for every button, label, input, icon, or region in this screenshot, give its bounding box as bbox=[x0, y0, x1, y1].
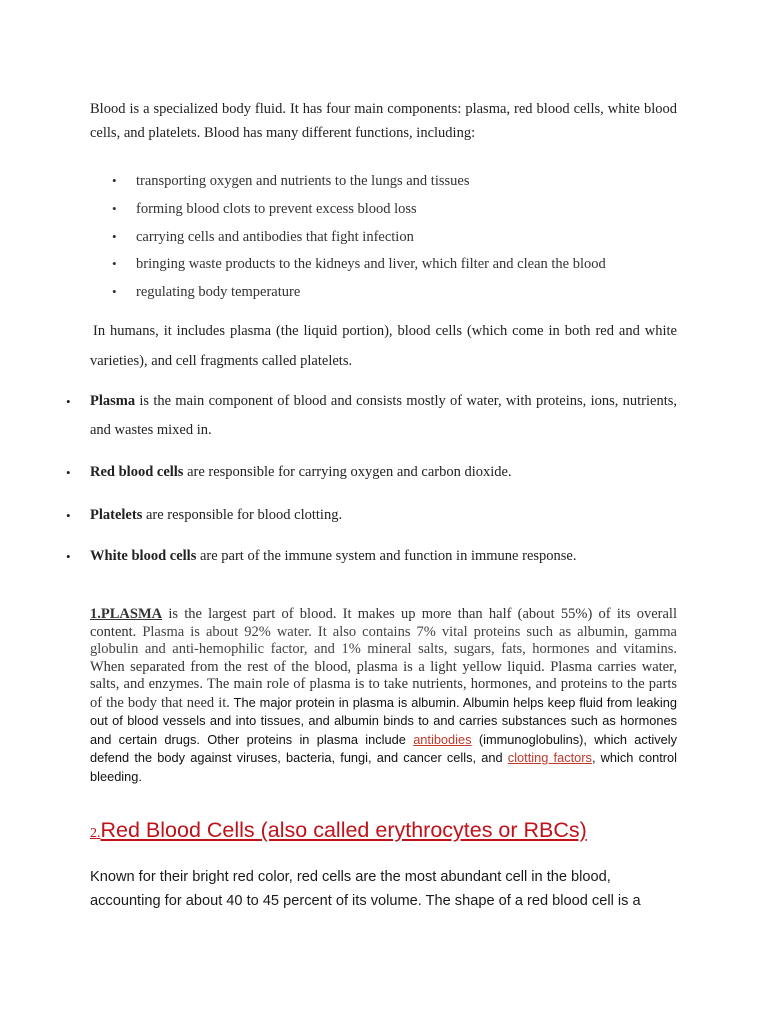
plasma-text: The major protein in plasma is albumin. Albumin helps keep fluid from leaking out of blood vessels and into tissues, and albumin binds to and carries substances such as hormones and certain drugs. Other proteins in plasma include bbox=[90, 694, 678, 747]
list-item: • regulating body temperature bbox=[112, 280, 606, 308]
rbc-heading-title: Red Blood Cells (also called erythrocytes or RBCs) bbox=[100, 818, 587, 842]
component-item-wbc bbox=[66, 542, 677, 571]
plasma-section bbox=[90, 606, 677, 786]
list-item: • transporting oxygen and nutrients to the lungs and tissues bbox=[112, 169, 606, 197]
list-item: • bringing waste products to the kidneys and liver, which filter and clean the blood bbox=[112, 252, 606, 280]
intro-paragraph: Blood is a specialized body fluid. It has four main components: plasma, red blood cells, white blood cells, and platelets. Blood has many different functions, including: bbox=[90, 101, 677, 141]
component-text: are responsible for blood clotting. bbox=[142, 507, 343, 523]
list-item: • forming blood clots to prevent excess blood loss bbox=[112, 197, 606, 225]
plasma-text: When separated from the rest of the blood, plasma is a light yellow liquid. Plasma carries water, salts, and enzymes. The main role of plasma is to take nutrients, hormones, and proteins to the parts of the body that need it. bbox=[90, 658, 677, 711]
rbc-paragraph: Known for their bright red color, red cells are the most abundant cell in the blood, accounting for about 40 to 45 percent of its volume. The shape of a red blood cell is a bbox=[90, 869, 641, 909]
component-term: White blood cells bbox=[90, 548, 197, 564]
rbc-heading bbox=[90, 818, 710, 843]
component-text: is the main component of blood and consists mostly of water, with proteins, ions, nutrients, and wastes mixed in. bbox=[90, 393, 677, 438]
component-term: Red blood cells bbox=[90, 464, 184, 480]
component-item-platelets bbox=[66, 501, 677, 530]
list-item: • carrying cells and antibodies that fight infection bbox=[112, 225, 606, 253]
component-text: are responsible for carrying oxygen and carbon dioxide. bbox=[183, 464, 512, 480]
component-item-rbc bbox=[66, 458, 677, 487]
bullet-icon: • bbox=[66, 549, 71, 564]
plasma-text: Plasma is about 92% water. It also contains 7% vital proteins such as albumin, gamma globulin and anti-hemophilic factor, and 1% mineral salts, sugars, fats, hormones and vitamins. bbox=[90, 623, 677, 657]
plasma-text: , which control bleeding. bbox=[90, 750, 678, 784]
component-text: are part of the immune system and function in immune response. bbox=[196, 548, 577, 564]
humans-paragraph: In humans, it includes plasma (the liquid portion), blood cells (which come in both red and white varieties), and cell fragments called platelets. bbox=[90, 323, 677, 369]
plasma-text: is the largest part of blood. It makes up more than half (about 55%) of its overall content. bbox=[90, 606, 677, 640]
component-term: Plasma bbox=[90, 393, 136, 409]
bullet-icon: • bbox=[66, 465, 71, 480]
clotting-factors-link[interactable]: clotting factors bbox=[507, 750, 592, 765]
rbc-heading-number: 2. bbox=[90, 826, 101, 841]
plasma-text: (immunoglobulins), which actively defend the body against viruses, bacteria, fungi, and cancer cells, and bbox=[90, 731, 677, 765]
bullet-icon: • bbox=[66, 394, 71, 409]
antibodies-link[interactable]: antibodies bbox=[413, 731, 472, 747]
component-term: Platelets bbox=[90, 507, 143, 523]
plasma-heading: 1.PLASMA bbox=[90, 606, 163, 622]
bullet-icon: • bbox=[66, 508, 71, 523]
functions-list bbox=[112, 169, 606, 308]
component-item-plasma bbox=[66, 387, 677, 445]
